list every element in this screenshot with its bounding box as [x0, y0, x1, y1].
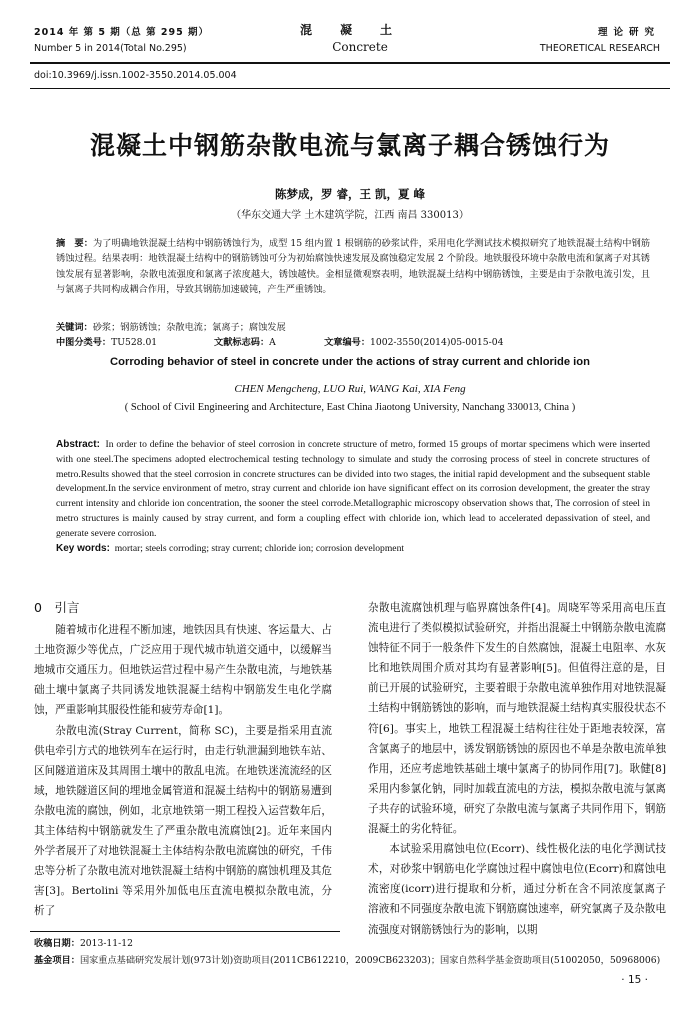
abstract-cn — [56, 236, 650, 297]
authors-cn: 陈梦成，罗 睿，王 凯，夏 峰 — [274, 187, 425, 201]
abstract-en — [56, 438, 650, 556]
funding-value: 国家重点基础研究发展计划(973计划)资助项目(2011CB612210，2009CB623203)；国家自然科学基金资助项目(51002050，50968006) — [79, 955, 661, 966]
body-column-right — [368, 598, 666, 940]
keywords-and-classification — [56, 320, 650, 350]
journal-name — [290, 22, 430, 56]
abstract-cn-label: 摘 要： — [56, 238, 94, 249]
paragraph: 杂散电流(Stray Current，简称 SC)，主要是指采用直流供电牵引方式的地铁列车在运行时，由走行轨泄漏到地铁车站、区间隧道道床及其周围土壤中的散乱电流。在地铁迷流流经的区域，地铁隧道区间的埋地金属管道和混凝土结构中的钢筋易遭到杂散电流的腐蚀，例如，北京地铁第一期工程投入运营数年后，其主体结构中钢筋就发生了严重杂散电流腐蚀[2]。近年来国内外学者展开了对地铁混凝土主体结构杂散电流腐蚀的研究，千伟忠等分析了杂散电流对地铁混凝土结构中钢筋的腐蚀机理及其危害[3]。Bertolini 等采用外加低电压直流电模拟杂散电流，分析了 — [34, 724, 332, 918]
classification-line — [56, 335, 650, 350]
keywords-cn-text: 砂浆；钢筋锈蚀；杂散电流；氯离子；腐蚀发展 — [92, 322, 286, 333]
section-en: THEORETICAL RESEARCH — [539, 43, 660, 54]
article-no-label: 文章编号： — [324, 337, 371, 348]
page-number: · 15 · — [621, 974, 648, 986]
running-header-right — [540, 25, 660, 57]
keywords-cn-label: 关键词： — [56, 322, 93, 333]
clc-label: 中图分类号： — [56, 337, 112, 348]
section-cn: 理论研究 — [597, 27, 660, 38]
paragraph: 本试验采用腐蚀电位(Ecorr)、线性极化法的电化学测试技术，对砂浆中钢筋电化学腐蚀过程中腐蚀电位(Ecorr)和腐蚀电流密度(icorr)进行提取和分析，通过分析在含不同浓度氯离子溶液和不同强度杂散电流下钢筋腐蚀速率，研究氯离子及杂散电流强度对钢筋锈蚀行为的影响，以期 — [368, 843, 666, 936]
section-heading-intro: 0 引言 — [34, 600, 80, 615]
paragraph: 随着城市化进程不断加速，地铁因具有快速、客运量大、占土地资源少等优点，广泛应用于现代城市轨道交通中，以缓解当地城市交通压力。但地铁运营过程中易产生杂散电流，与地铁基础土壤中氯离子共同诱发地铁混凝土结构中钢筋发生电化学腐蚀，严重影响其服役性能和疲劳寿命[1]。 — [34, 624, 332, 717]
journal-name-en: Concrete — [332, 40, 388, 54]
issue-en: Number 5 in 2014(Total No.295) — [34, 43, 187, 54]
affiliation-en: ( School of Civil Engineering and Architecture, East China Jiaotong University, Nanchang 330013, China ) — [124, 402, 576, 413]
abstract-en-text: In order to define the behavior of steel corrosion in concrete structure of metro, formed 15 groups of mortar specimens which were inserted with one steel.The specimens adopted electrochemical testing technology to simulate and study the corrosing process of steel in concrete structures of metro.Results showed that the steel corrosion in concrete structures can be divided into two stages, the initial rapid development and the subsequent stable development.In the service environment of metro, stray current and chloride ion have significant effect on its corrosion development, the greater the stray current intensity and chloride ion concentration, the sooner the steel corrode.Metallographic microscopy observation shows that, The corrosion of steel in metro structures is mainly caused by stray current, and form a coupling effect with chloride ion, which lead to accelerated depassivation of steel, and generate severe corrosion. — [56, 439, 650, 539]
header-rule — [30, 62, 670, 64]
clc-value: TU528.01 — [111, 337, 158, 348]
funding — [34, 952, 674, 969]
keywords-en-label: Key words: — [56, 542, 110, 554]
doi: doi:10.3969/j.issn.1002-3550.2014.05.004 — [34, 70, 237, 81]
paper-title-en: Corroding behavior of steel in concrete under the actions of stray current and chloride ion — [110, 356, 590, 368]
paper-title-cn: 混凝土中钢筋杂散电流与氯离子耦合锈蚀行为 — [89, 131, 610, 160]
doi-rule — [30, 88, 670, 89]
journal-name-cn: 混凝土 — [299, 23, 420, 37]
received-value: 2013-11-12 — [79, 938, 133, 949]
footnotes — [34, 935, 674, 969]
abstract-en-label: Abstract: — [56, 439, 100, 450]
funding-label: 基金项目： — [34, 955, 80, 966]
received-date — [34, 935, 674, 952]
issue-cn: 2014 年 第 5 期（总 第 295 期） — [34, 27, 210, 38]
body-column-left — [34, 598, 332, 922]
keywords-en-text: mortar; steels corroding; stray current; chloride ion; corrosion development — [114, 542, 405, 554]
affiliation-cn: （华东交通大学 土木建筑学院，江西 南昌 330013） — [231, 210, 469, 221]
footnote-rule — [30, 931, 340, 932]
keywords-en — [56, 542, 650, 557]
running-header-left — [34, 25, 209, 57]
paragraph: 杂散电流腐蚀机理与临界腐蚀条件[4]。周晓军等采用高电压直流电进行了类似模拟试验研究，并指出混凝土中钢筋杂散电流腐蚀特征不同于一般条件下发生的自然腐蚀，混凝土电阻率、水灰比和地铁周围介质对其均有显著影响[5]。但值得注意的是，目前已开展的试验研究，主要着眼于杂散电流单独作用对地铁混凝土结构中钢筋锈蚀的影响，而与地铁混凝土结构真实服役状态不符[6]。事实上，地铁工程混凝土结构往往处于距地表较深，富含氯离子的地层中，诱发钢筋锈蚀的原因也不单是杂散电流单独作用，还应考虑地铁基础土壤中氯离子的协同作用[7]。耿健[8]采用内参氯化钠，同时加载直流电的方法，模拟杂散电流与氯离子共存的试验环境，研究了杂散电流与氯离子共同作用下，钢筋混凝土的劣化特征。 — [368, 602, 666, 836]
keywords-cn — [56, 320, 650, 335]
received-label: 收稿日期： — [34, 938, 80, 949]
doc-code-value: A — [269, 337, 276, 348]
article-no-value: 1002-3550(2014)05-0015-04 — [370, 337, 504, 348]
abstract-cn-text: 为了明确地铁混凝土结构中钢筋锈蚀行为，成型 15 组内置 1 根钢筋的砂浆试件，采用电化学测试技术模拟研究了地铁混凝土结构中钢筋锈蚀过程。结果表明：地铁混凝土结构中的钢筋锈蚀可分为初始腐蚀快速发展及腐蚀稳定发展 2 个阶段。地铁服役环境中杂散电流和氯离子对其锈蚀发展有显著影响，杂散电流强度和氯离子浓度越大，锈蚀越快。金相显微观察表明，地铁混凝土结构中钢筋锈蚀，主要是由于杂散电流引发，且与氯离子共同构成耦合作用，导致其钢筋加速破钝，产生严重锈蚀。 — [56, 238, 651, 295]
authors-en: CHEN Mengcheng, LUO Rui, WANG Kai, XIA Feng — [234, 383, 466, 395]
doc-code-label: 文献标志码： — [214, 337, 270, 348]
